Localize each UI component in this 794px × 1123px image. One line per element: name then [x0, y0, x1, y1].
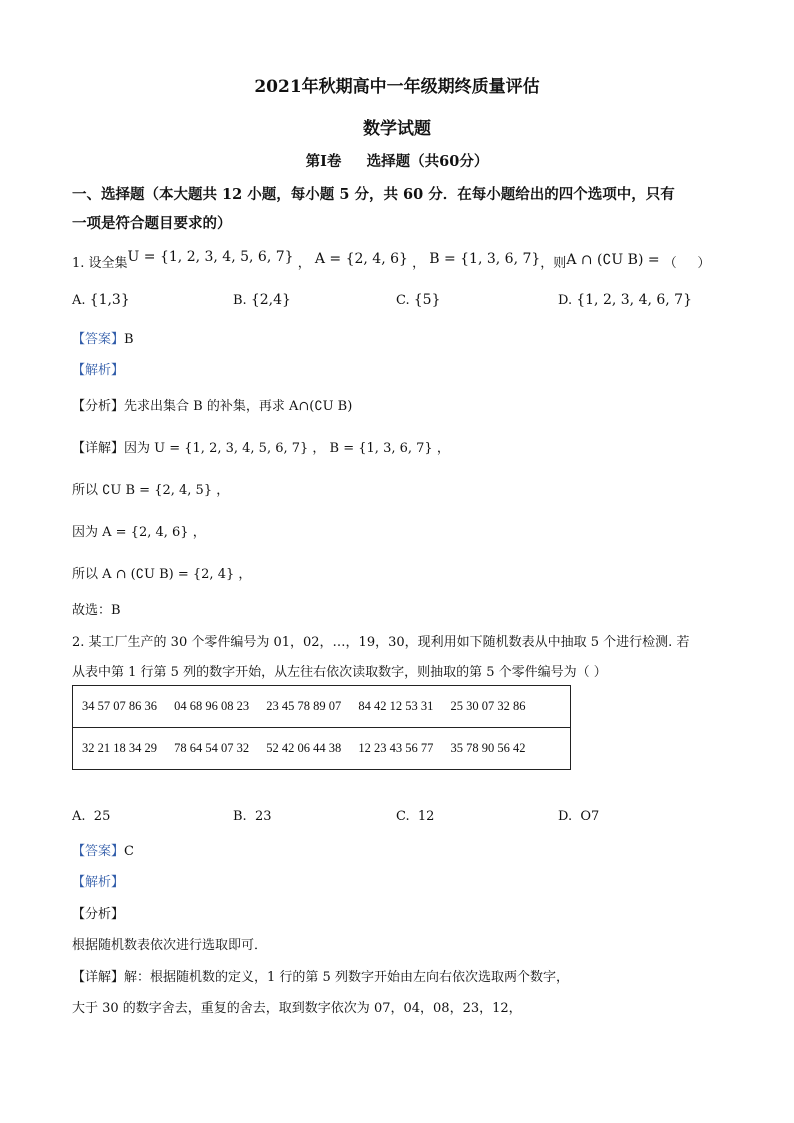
- section-instructions-line2: 一项是符合题目要求的）: [72, 215, 232, 232]
- q1-stem: 1. 设全集U = {1, 2, 3, 4, 5, 6, 7} ， A = {2, 4, 6} ， B = {1, 3, 6, 7}，则A ∩ (∁U B) = （ ）: [72, 249, 711, 271]
- option-label: D.: [558, 293, 573, 308]
- option-value: 12: [417, 809, 435, 824]
- option-value: 25: [93, 809, 111, 824]
- fenxi-text: 先求出集合 B 的补集，再求 A∩(∁U B): [124, 399, 353, 414]
- q1-set-a: A = {2, 4, 6}: [314, 251, 408, 267]
- option-value: {1,3}: [89, 292, 130, 308]
- q1-detail-step2: 所以 ∁U B = {2, 4, 5} ，: [72, 483, 230, 498]
- q1-blank: （ ）: [663, 256, 711, 271]
- exam-title: 2021年秋期高中一年级期终质量评估: [254, 77, 540, 97]
- q1-option-a: [72, 292, 130, 308]
- q1-answer: [72, 328, 134, 347]
- option-value: O7: [580, 809, 600, 824]
- step-text: 因为 U = {1, 2, 3, 4, 5, 6, 7} ， B = {1, 3, 6, 7} ，: [124, 441, 450, 456]
- random-number-table: [72, 685, 571, 770]
- step-text: 解：根据随机数的定义，1 行的第 5 列数字开始由左向右依次选取两个数字，: [124, 970, 569, 985]
- q2-detail-step1: [72, 966, 569, 985]
- q2-option-a: [72, 809, 110, 824]
- q2-analysis-tag: 【解析】: [72, 875, 125, 890]
- option-label: C.: [396, 809, 410, 824]
- option-value: {5}: [413, 292, 441, 308]
- q2-stem-line2: 从表中第 1 行第 5 列的数字开始，从左往右依次读取数字，则抽取的第 5 个零件编号为（ ）: [72, 665, 607, 680]
- answer-tag: 【答案】: [72, 844, 125, 859]
- q1-analysis-tag: 【解析】: [72, 363, 125, 378]
- q2-option-d: [558, 809, 599, 824]
- q1-set-u: U = {1, 2, 3, 4, 5, 6, 7}: [127, 249, 294, 265]
- q2-option-b: [233, 809, 272, 824]
- option-value: 23: [254, 809, 272, 824]
- table-cell: [73, 686, 571, 728]
- number-group: 34 57 07 86 36: [82, 699, 157, 713]
- option-label: A.: [72, 293, 86, 308]
- q1-prefix: 1. 设全集: [72, 256, 128, 271]
- number-group: 25 30 07 32 86: [450, 699, 526, 713]
- q2-option-c: [396, 809, 434, 824]
- q1-set-b: B = {1, 3, 6, 7}: [429, 251, 541, 267]
- q1-detail-step4: 所以 A ∩ (∁U B) = {2, 4} ，: [72, 567, 252, 582]
- number-group: 04 68 96 08 23: [174, 699, 250, 713]
- number-group: 32 21 18 34 29: [82, 741, 157, 755]
- xiangjie-tag: 【详解】: [72, 970, 125, 985]
- q1-detail-step1: [72, 437, 450, 456]
- table-cell: [73, 728, 571, 770]
- section-instructions-line1: 一、选择题（本大题共 12 小题，每小题 5 分，共 60 分．在每小题给出的四个选项中，只有: [72, 186, 675, 203]
- q1-detail-step3: 因为 A = {2, 4, 6} ，: [72, 525, 206, 540]
- fenxi-tag: 【分析】: [72, 399, 125, 414]
- number-group: 35 78 90 56 42: [450, 741, 526, 755]
- option-label: A.: [72, 809, 86, 824]
- number-group: 78 64 54 07 32: [174, 741, 250, 755]
- q2-detail-step2: 大于 30 的数字舍去，重复的舍去，取到数字依次为 07，04，08，23，12，: [72, 1001, 522, 1016]
- option-label: B.: [233, 293, 247, 308]
- subject-title: 数学试题: [363, 119, 431, 139]
- answer-tag: 【答案】: [72, 332, 125, 347]
- xiangjie-tag: 【详解】: [72, 441, 125, 456]
- number-group: 23 45 78 89 07: [266, 699, 342, 713]
- q2-answer: [72, 840, 134, 859]
- option-label: C.: [396, 293, 410, 308]
- q1-option-d: [558, 292, 692, 308]
- option-label: D.: [558, 809, 573, 824]
- q2-stem-line1: 2. 某工厂生产的 30 个零件编号为 01，02，…，19，30，现利用如下随机数表从中抽取 5 个进行检测. 若: [72, 635, 690, 650]
- q2-fenxi-tag: 【分析】: [72, 907, 125, 922]
- volume-heading: 第Ⅰ卷 选择题（共60分）: [305, 153, 489, 170]
- answer-value: B: [124, 332, 134, 347]
- option-value: {1, 2, 3, 4, 6, 7}: [576, 292, 692, 308]
- q1-fenxi: [72, 395, 352, 414]
- answer-value: C: [124, 844, 134, 859]
- number-group: 84 42 12 53 31: [358, 699, 434, 713]
- q1-conclusion: 故选：B: [72, 603, 121, 618]
- q2-fenxi-text: 根据随机数表依次进行选取即可．: [72, 938, 268, 953]
- table-row: [73, 686, 571, 728]
- option-value: {2,4}: [250, 292, 291, 308]
- q1-ask: ，则: [540, 256, 567, 271]
- number-group: 12 23 43 56 77: [358, 741, 434, 755]
- q1-option-c: [396, 292, 441, 308]
- option-label: B.: [233, 809, 247, 824]
- number-group: 52 42 06 44 38: [266, 741, 342, 755]
- q1-option-b: [233, 292, 291, 308]
- table-row: [73, 728, 571, 770]
- q1-expression: A ∩ (∁U B) =: [566, 252, 660, 268]
